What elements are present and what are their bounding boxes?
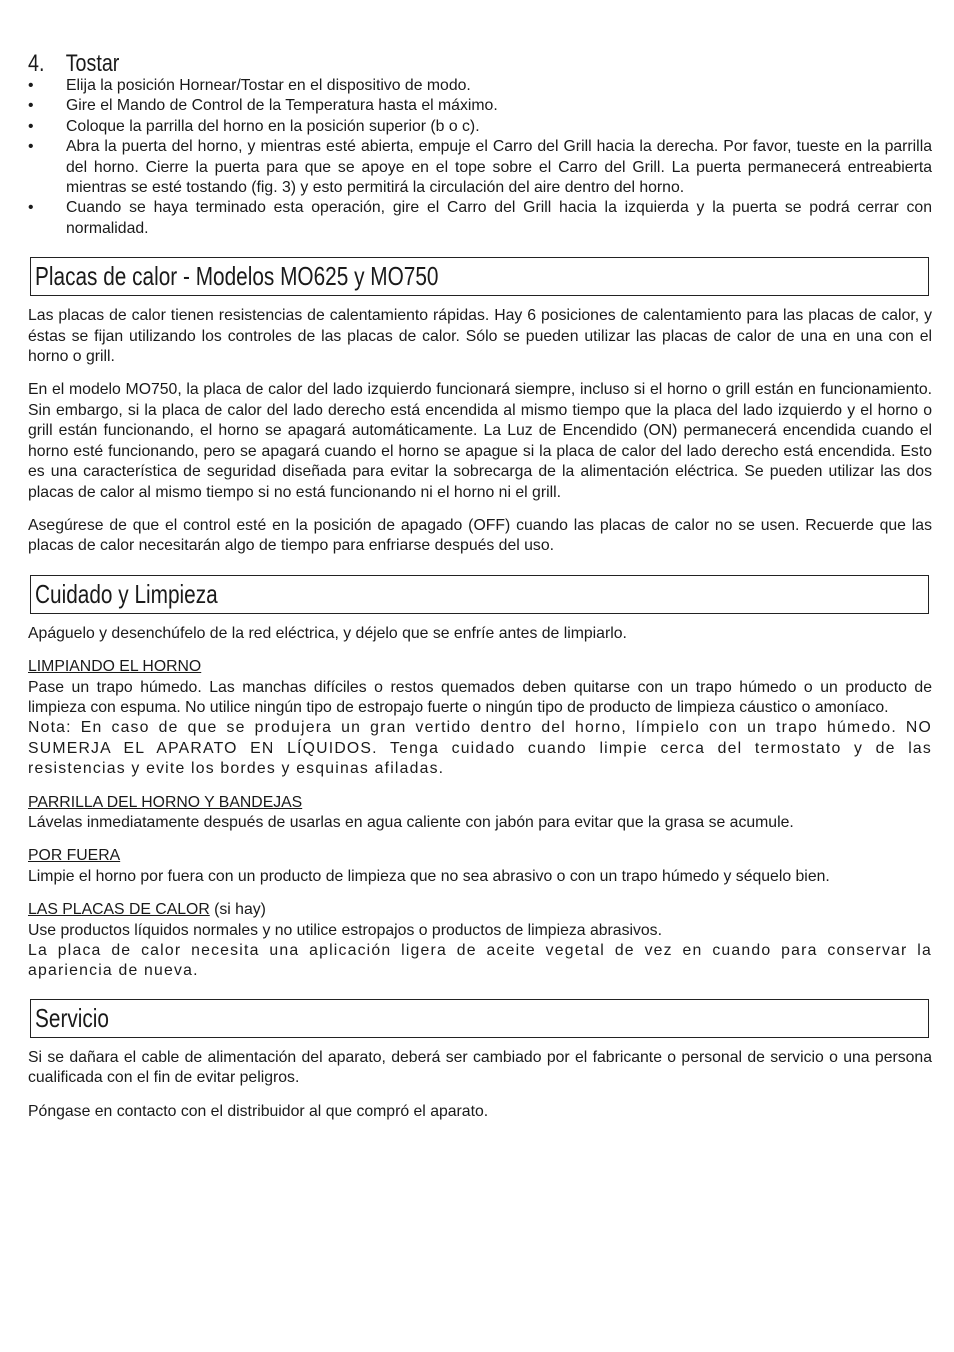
cuidado-title: Cuidado y Limpieza bbox=[35, 578, 218, 609]
servicio-section-header bbox=[30, 999, 929, 1038]
horno-note: Nota: En caso de que se produjera un gran vertido dentro del horno, límpielo con un trapo húmedo. NO SUMERJA EL APARATO EN LÍQUIDOS. Tenga cuidado cuando limpie cerca del termostato y de las resistencias y evite los bordes y esquinas afiladas. bbox=[28, 719, 932, 778]
placas-section-header bbox=[30, 257, 929, 296]
bullet-item: • Cuando se haya terminado esta operación, gire el Carro del Grill hacia la izquierda y la puerta se podrá cerrar con normalidad. bbox=[28, 199, 932, 237]
fuera-text: Limpie el horno por fuera con un producto de limpieza que no sea abrasivo o con un trapo húmedo y séquelo bien. bbox=[28, 867, 830, 885]
tostar-bullet-list bbox=[28, 76, 932, 239]
tostar-heading bbox=[28, 50, 769, 78]
horno-text: Pase un trapo húmedo. Las manchas difíciles o restos quemados deben quitarse con un trapo húmedo o un producto de limpieza con espuma. No utilice ningún tipo de estropajo fuerte o ningún tipo de producto de limpieza cáustico o amoníaco. bbox=[28, 678, 932, 716]
tostar-title: Tostar bbox=[65, 50, 120, 77]
bullet-item: • Gire el Mando de Control de la Temperatura hasta el máximo. bbox=[28, 96, 932, 116]
servicio-title: Servicio bbox=[35, 1002, 109, 1033]
bullet-item: • Abra la puerta del horno, y mientras esté abierta, empuje el Carro del Grill hacia la derecha. Por favor, tueste en la parrilla del horno. Cierre la puerta para que se apoye en el tope sobre el Carro del Grill. La puerta permanecerá entreabierta mientras se esté tostando (fig. 3) y esto permitirá la circulación del aire dentro del horno. bbox=[28, 138, 932, 197]
bullet-item: • Elija la posición Hornear/Tostar en el dispositivo de modo. bbox=[28, 76, 932, 96]
placas-calor-text-1: Use productos líquidos normales y no utilice estropajos o productos de limpieza abrasivos. bbox=[28, 921, 662, 939]
horno-subheading: LIMPIANDO EL HORNO bbox=[28, 658, 202, 676]
bullet-icon: • bbox=[28, 199, 34, 217]
placas-paragraph-2: En el modelo MO750, la placa de calor del lado izquierdo funcionará siempre, incluso si el horno o grill están en funcionamiento. Sin embargo, si la placa de calor del lado derecho está encendida al mismo tiempo que la placa del lado izquierdo y el horno o grill están funcionando, el horno se apagará automáticamente. La Luz de Encendido (ON) permanecerá encendida cuando el horno esté funcionando, pero se apagará cuando el horno se apague si la placa de calor del lado derecho está encendida. Esto es una característica de seguridad diseñada para evitar la sobrecarga de la alimentación eléctrica. Se pueden utilizar las dos placas de calor al mismo tiempo si no está funcionando ni el horno ni el grill. bbox=[28, 381, 932, 501]
tostar-number: 4. bbox=[28, 50, 45, 77]
servicio-paragraph-1: Si se dañara el cable de alimentación del aparato, deberá ser cambiado por el fabricante o personal de servicio o una persona cualificada con el fin de evitar peligros. bbox=[28, 1048, 932, 1087]
bullet-icon: • bbox=[28, 117, 34, 135]
servicio-paragraph-2: Póngase en contacto con el distribuidor al que compró el aparato. bbox=[28, 1102, 489, 1120]
placas-title: Placas de calor - Modelos MO625 y MO750 bbox=[35, 261, 439, 292]
page bbox=[28, 48, 932, 1122]
bullet-icon: • bbox=[28, 97, 34, 115]
cuidado-section-header bbox=[30, 575, 929, 614]
placas-calor-subheading: LAS PLACAS DE CALOR (si hay) bbox=[28, 901, 266, 919]
placas-calor-text-2: La placa de calor necesita una aplicación ligera de aceite vegetal de vez en cuando para conservar la apariencia de nueva. bbox=[28, 942, 932, 980]
bullet-icon: • bbox=[28, 77, 34, 94]
fuera-subheading: POR FUERA bbox=[28, 847, 121, 865]
cuidado-intro: Apáguelo y desenchúfelo de la red eléctrica, y déjelo que se enfríe antes de limpiarlo. bbox=[28, 624, 627, 642]
placas-paragraph-1: Las placas de calor tienen resistencias de calentamiento rápidas. Hay 6 posiciones de calentamiento para las placas de calor, y éstas se fijan utilizando los controles de las placas de calor. Sólo se pueden utilizar las placas de calor de una en una con el horno o grill. bbox=[28, 307, 932, 366]
placas-paragraph-3: Asegúrese de que el control esté en la posición de apagado (OFF) cuando las placas de calor no se usen. Recuerde que las placas de calor necesitarán algo de tiempo para enfriarse después del uso. bbox=[28, 516, 932, 555]
parrilla-subheading: PARRILLA DEL HORNO Y BANDEJAS bbox=[28, 793, 303, 811]
parrilla-text: Lávelas inmediatamente después de usarlas en agua caliente con jabón para evitar que la grasa se acumule. bbox=[28, 813, 794, 831]
bullet-icon: • bbox=[28, 138, 34, 156]
bullet-item: • Coloque la parrilla del horno en la posición superior (b o c). bbox=[28, 117, 932, 137]
